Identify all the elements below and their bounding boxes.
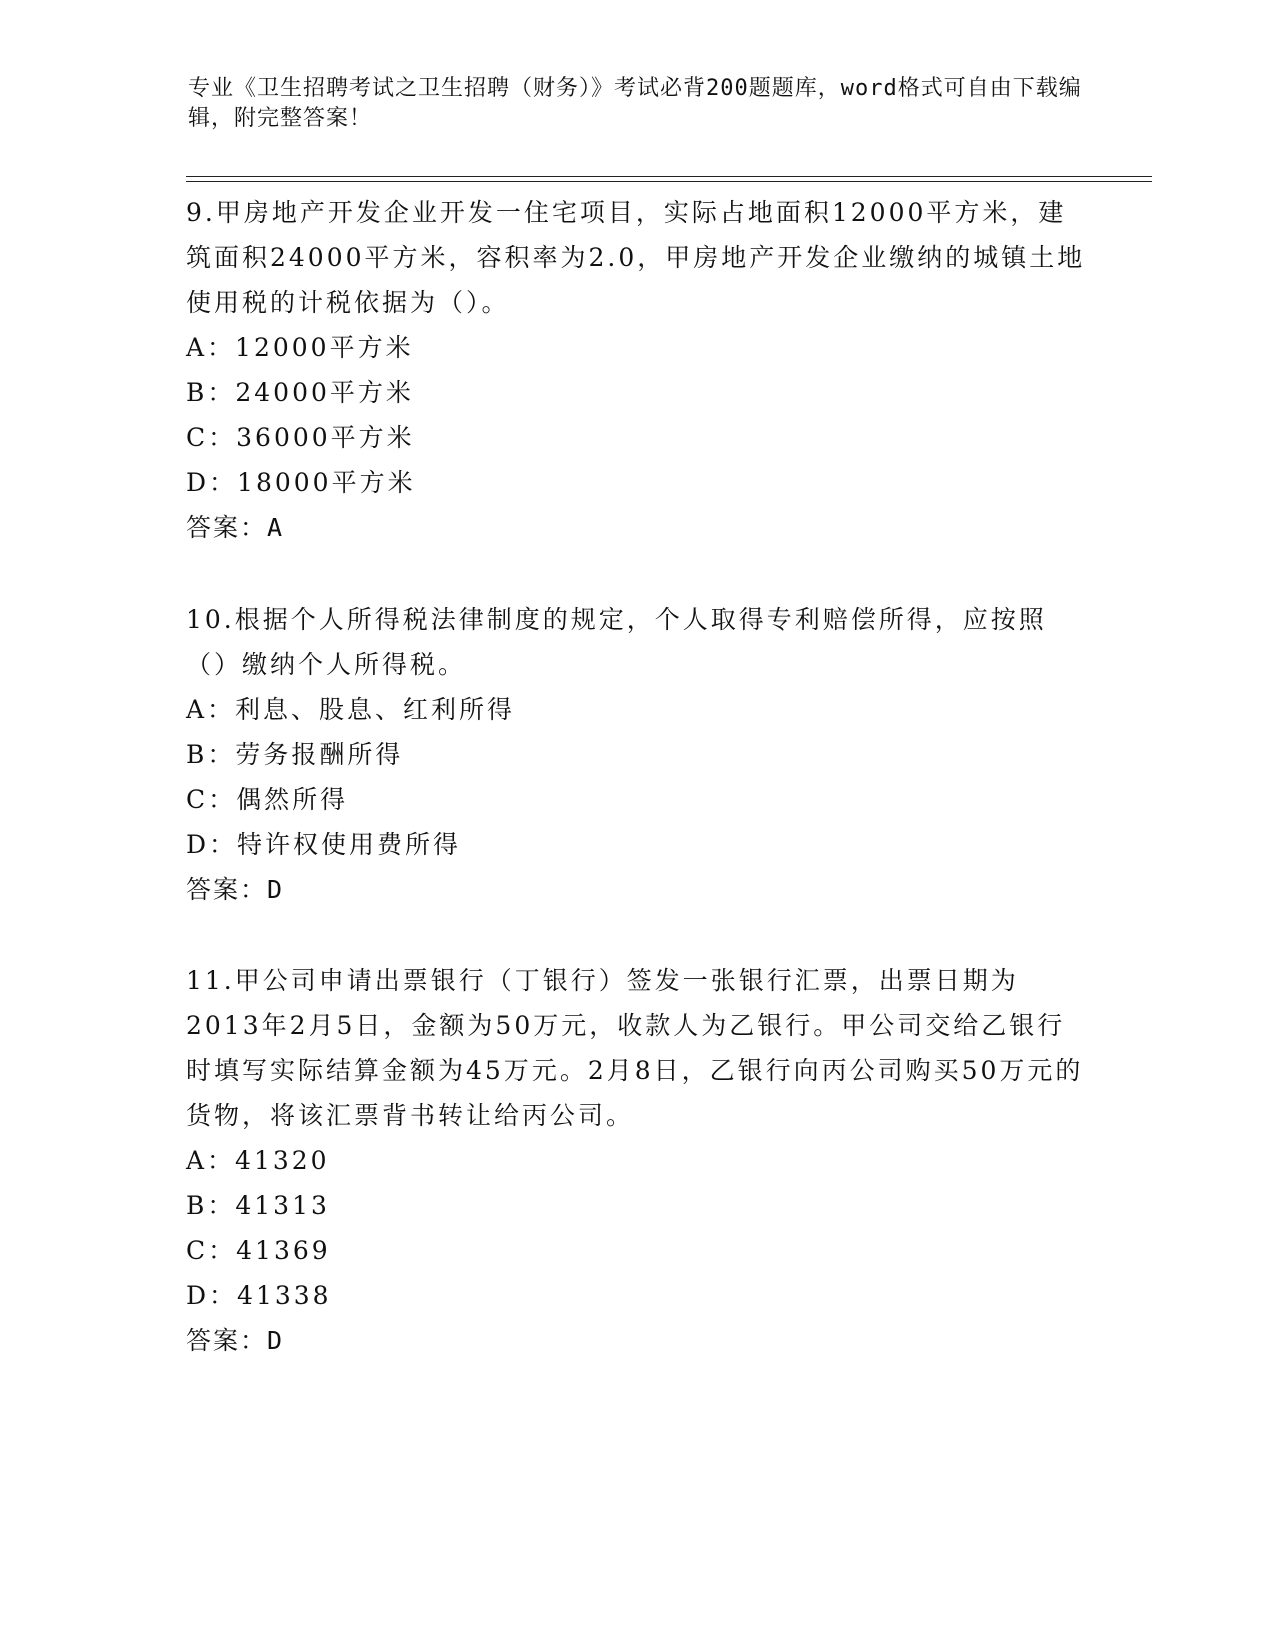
option-d: D：41338 — [186, 1281, 332, 1310]
question-block — [186, 597, 1086, 912]
option-b: B：24000平方米 — [186, 378, 414, 407]
option-c: C：41369 — [186, 1236, 331, 1265]
answer-line: 答案：A — [186, 513, 285, 542]
question-stem: 11.甲公司申请出票银行（丁银行）签发一张银行汇票，出票日期为2013年2月5日，金额为50万元，收款人为乙银行。甲公司交给乙银行时填写实际结算金额为45万元。2月8日，乙银行向丙公司购买50万元的货物，将该汇票背书转让给丙公司。 — [186, 966, 1084, 1130]
option-d: D：特许权使用费所得 — [186, 830, 462, 859]
option-d: D：18000平方米 — [186, 468, 416, 497]
option-a: A：41320 — [186, 1146, 330, 1175]
option-c: C：36000平方米 — [186, 423, 415, 452]
option-a: A：利息、股息、红利所得 — [186, 695, 516, 724]
answer-line: 答案：D — [186, 1326, 285, 1355]
header-divider-top — [186, 176, 1152, 177]
question-stem: 10.根据个人所得税法律制度的规定，个人取得专利赔偿所得，应按照（）缴纳个人所得税。 — [186, 605, 1047, 679]
option-b: B：劳务报酬所得 — [186, 740, 404, 769]
question-stem: 9.甲房地产开发企业开发一住宅项目，实际占地面积12000平方米，建筑面积24000平方米，容积率为2.0，甲房地产开发企业缴纳的城镇土地使用税的计税依据为（）。 — [186, 198, 1086, 317]
answer-line: 答案：D — [186, 875, 285, 904]
document-header: 专业《卫生招聘考试之卫生招聘（财务）》考试必背200题题库，word格式可自由下载编辑，附完整答案！ — [188, 76, 1082, 131]
question-block — [186, 958, 1086, 1363]
header-divider-bottom — [186, 181, 1152, 182]
option-c: C：偶然所得 — [186, 785, 349, 814]
option-b: B：41313 — [186, 1191, 330, 1220]
question-block — [186, 190, 1086, 550]
option-a: A：12000平方米 — [186, 333, 414, 362]
